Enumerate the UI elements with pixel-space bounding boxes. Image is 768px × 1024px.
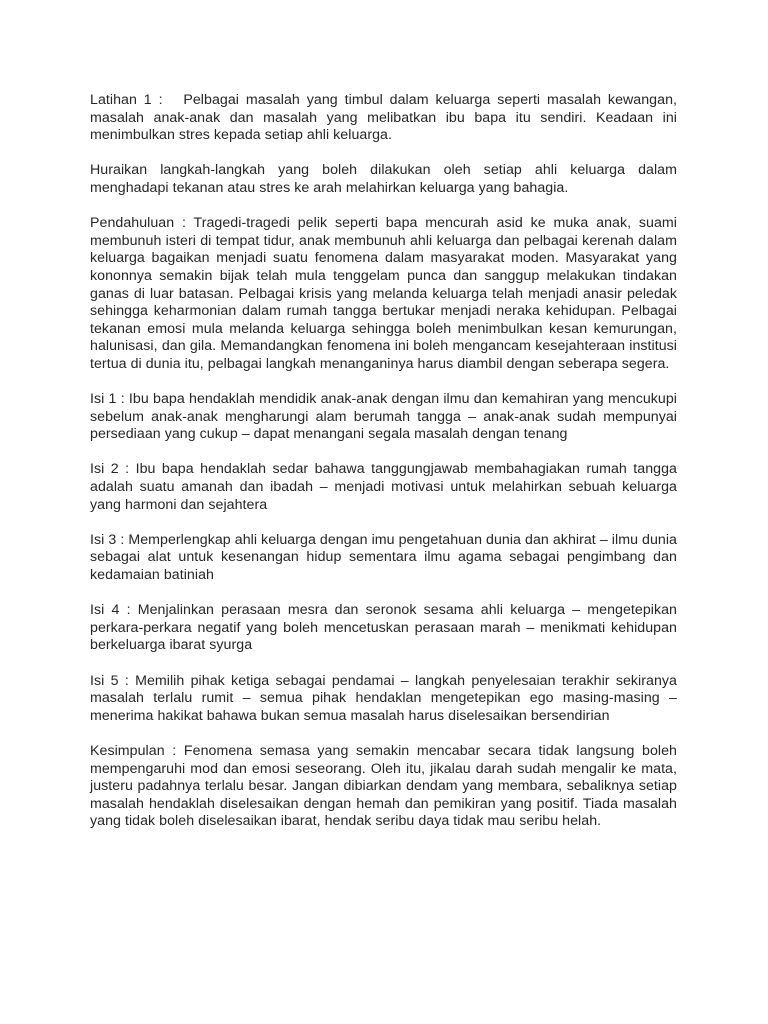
introduction-paragraph: Pendahuluan : Tragedi-tragedi pelik seperti bapa mencurah asid ke muka anak, suami membunuh isteri di tempat tidur, anak membunuh ahli keluarga dan pelbagai kerenah dalam keluarga bagaikan menjadi suatu fenomena dalam masyarakat moden. Masyarakat yang kononnya semakin bijak telah mula tenggelam punca dan sanggup melakukan tindakan ganas di luar batasan. Pelbagai krisis yang melanda keluarga telah menjadi anasir peledak sehingga keharmonian dalam rumah tangga bertukar menjadi neraka kehidupan. Pelbagai tekanan emosi mula melanda keluarga sehingga boleh menimbulkan kesan kemurungan, halunisasi, dan gila. Memandangkan fenomena ini boleh mengancam kesejahteraan institusi tertua di dunia itu, pelbagai langkah menanganinya harus diambil dengan seberapa segera. (90, 215, 677, 372)
point-5-paragraph: Isi 5 : Memilih pihak ketiga sebagai pendamai – langkah penyelesaian terakhir sekiranya masalah terlalu rumit – semua pihak hendaklan mengetepikan ego masing-masing – menerima hakikat bahawa bukan semua masalah harus diselesaikan bersendirian (90, 672, 677, 724)
point-1-paragraph: Isi 1 : Ibu bapa hendaklah mendidik anak-anak dengan ilmu dan kemahiran yang mencukupi sebelum anak-anak mengharungi alam berumah tangga – anak-anak sudah mempunyai persediaan yang cukup – dapat menangani segala masalah dengan tenang (90, 391, 677, 443)
instruction-paragraph: Huraikan langkah-langkah yang boleh dilakukan oleh setiap ahli keluarga dalam menghadapi tekanan atau stres ke arah melahirkan keluarga yang bahagia. (90, 162, 677, 196)
exercise-question-paragraph: Latihan 1 : Pelbagai masalah yang timbul dalam keluarga seperti masalah kewangan, masalah anak-anak dan masalah yang melibatkan ibu bapa itu sendiri. Keadaan ini menimbulkan stres kepada setiap ahli keluarga. (90, 92, 677, 144)
point-2-paragraph: Isi 2 : Ibu bapa hendaklah sedar bahawa tanggungjawab membahagiakan rumah tangga adalah suatu amanah dan ibadah – menjadi motivasi untuk melahirkan sebuah keluarga yang harmoni dan sejahtera (90, 461, 677, 513)
conclusion-paragraph: Kesimpulan : Fenomena semasa yang semakin mencabar secara tidak langsung boleh mempengaruhi mod dan emosi seseorang. Oleh itu, jikalau darah sudah mengalir ke mata, justeru padahnya terlalu besar. Jangan dibiarkan dendam yang membara, sebaliknya setiap masalah hendaklah diselesaikan dengan hemah dan pemikiran yang positif. Tiada masalah yang tidak boleh diselesaikan ibarat, hendak seribu daya tidak mau seribu helah. (90, 742, 677, 830)
point-3-paragraph: Isi 3 : Memperlengkap ahli keluarga dengan imu pengetahuan dunia dan akhirat – ilmu dunia sebagai alat untuk kesenangan hidup sementara ilmu agama sebagai pengimbang dan kedamaian batiniah (90, 531, 677, 584)
document-page (90, 92, 677, 849)
point-4-paragraph: Isi 4 : Menjalinkan perasaan mesra dan seronok sesama ahli keluarga – mengetepikan perkara-perkara negatif yang boleh mencetuskan perasaan marah – menikmati kehidupan berkeluarga ibarat syurga (90, 602, 677, 654)
